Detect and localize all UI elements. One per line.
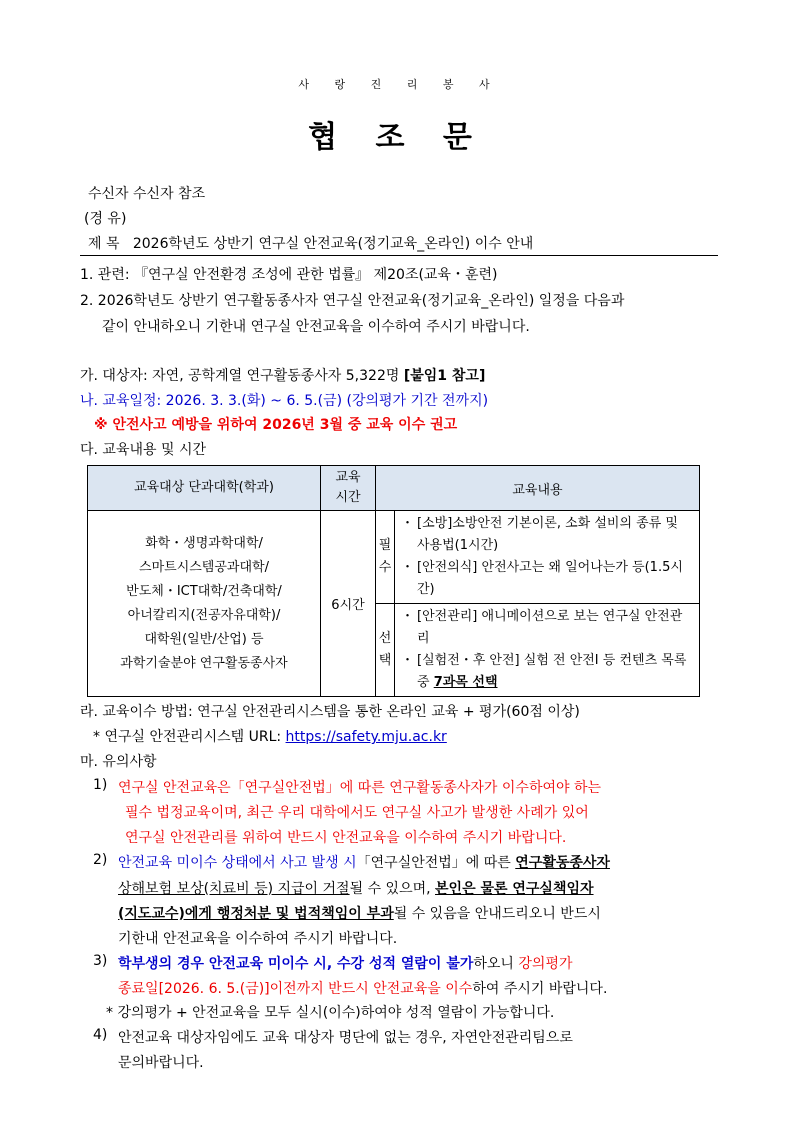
recipient: 수신자 수신자 참조	[88, 186, 206, 202]
note-3-line2: 종료일[2026. 6. 5.(금)]이전까지 반드시 안전교육을 이수하여 주시기 바랍니다.	[118, 981, 608, 997]
attachment-ref: [붙임1 참고]	[403, 368, 486, 384]
note-1-line1: 연구실 안전교육은「연구실안전법」에 따른 연구활동종사자가 이수하여야 하는	[118, 780, 602, 796]
note-3-line1: 학부생의 경우 안전교육 미이수 시, 수강 성적 열람이 불가하오니 강의평가	[118, 956, 573, 972]
note-2-line2: 상해보험 보상(치료비 등) 지급이 거절될 수 있으며, 본인은 물론 연구실책임자	[118, 881, 594, 897]
schedule-recommendation: ※ 안전사고 예방을 위하여 2026년 3월 중 교육 이수 권고	[94, 417, 458, 433]
required-content	[395, 511, 700, 604]
required-label: 필 수	[376, 511, 395, 604]
elective-content	[395, 604, 700, 697]
note-2-line1: 안전교육 미이수 상태에서 사고 발생 시「연구실안전법」에 따른 연구활동종사자	[118, 855, 610, 871]
item-1: 1. 관련: 『연구실 안전환경 조성에 관한 법률』 제20조(교육・훈련)	[80, 267, 498, 283]
item-2-line2: 같이 안내하오니 기한내 연구실 안전교육을 이수하여 주시기 바랍니다.	[102, 319, 530, 335]
elective-label: 선 택	[376, 604, 395, 697]
note-3-number: 3)	[93, 953, 108, 969]
table-row	[88, 511, 700, 604]
note-3-sub: * 강의평가 + 안전교육을 모두 실시(이수)하여야 성적 열람이 가능합니다.	[106, 1005, 555, 1021]
section-da: 다. 교육내용 및 시간	[80, 442, 206, 458]
header-divider	[80, 255, 718, 256]
target-item: 화학・생명과학대학/	[145, 535, 263, 551]
subject: 2026학년도 상반기 연구실 안전교육(정기교육_온라인) 이수 안내	[132, 236, 534, 252]
system-url-line	[93, 726, 447, 746]
target-item: 아너칼리지(전공자유대학)/	[127, 607, 281, 623]
note-4-line2: 문의바랍니다.	[118, 1055, 204, 1071]
target-text: 가. 대상자: 자연, 공학계열 연구활동종사자 5,322명	[80, 368, 400, 384]
target-item: 과학기술분야 연구활동종사자	[120, 655, 288, 671]
note-1-line3: 연구실 안전관리를 위하여 반드시 안전교육을 이수하여 주시기 바랍니다.	[125, 830, 567, 846]
note-2-line4: 기한내 안전교육을 이수하여 주시기 바랍니다.	[118, 931, 398, 947]
note-2-line3: (지도교수)에게 행정처분 및 법적책임이 부과될 수 있음을 안내드리오니 반드시	[118, 906, 601, 922]
subject-label: 제 목	[88, 236, 120, 252]
header-time: 교육 시간	[321, 466, 376, 511]
safety-system-link[interactable]: https://safety.mju.ac.kr	[285, 729, 447, 745]
section-na: 나. 교육일정: 2026. 3. 3.(화) ~ 6. 5.(금) (강의평가 기간 전까지)	[80, 393, 489, 409]
target-item: 스마트시스템공과대학/	[139, 559, 269, 575]
note-4-line1: 안전교육 대상자임에도 교육 대상자 명단에 없는 경우, 자연안전관리팀으로	[118, 1030, 573, 1046]
target-colleges	[88, 511, 321, 697]
header-target: 교육대상 단과대학(학과)	[88, 466, 321, 511]
note-4-number: 4)	[93, 1027, 108, 1043]
education-hours: 6시간	[321, 511, 376, 697]
section-ma: 마. 유의사항	[80, 754, 157, 770]
note-1-line2: 필수 법정교육이며, 최근 우리 대학에서도 연구실 사고가 발생한 사례가 있어	[125, 805, 589, 821]
target-item: 대학원(일반/산업) 등	[144, 631, 264, 647]
list-item: ・ [소방]소방안전 기본이론, 소화 설비의 종류 및 사용법(1시간)	[401, 516, 678, 553]
list-item: ・ [안전의식] 안전사고는 왜 일어나는가 등(1.5시간)	[401, 560, 683, 597]
target-item: 반도체・ICT대학/건축대학/	[126, 583, 282, 599]
note-2-number: 2)	[93, 852, 108, 868]
table-header-row	[88, 466, 700, 511]
note-1-number: 1)	[93, 777, 108, 793]
list-item: ・ [실험전・후 안전] 실험 전 안전Ⅰ 등 컨텐츠 목록 중 7과목 선택	[401, 653, 687, 690]
slogan: 사 랑 진 리 봉 사	[298, 78, 496, 91]
header-content: 교육내용	[376, 466, 700, 511]
document-title: 협 조 문	[308, 120, 486, 155]
section-ga	[80, 365, 485, 385]
section-ra: 라. 교육이수 방법: 연구실 안전관리시스템을 통한 온라인 교육 + 평가(60점 이상)	[80, 704, 580, 720]
list-item: ・ [안전관리] 애니메이션으로 보는 연구실 안전관리	[401, 609, 683, 646]
item-2-line1: 2. 2026학년도 상반기 연구활동종사자 연구실 안전교육(정기교육_온라인) 일정을 다음과	[80, 293, 625, 309]
subject-line	[88, 233, 533, 253]
elective-count: 7과목 선택	[433, 675, 498, 690]
via: (경 유)	[84, 211, 127, 227]
education-table	[87, 465, 700, 697]
url-label: * 연구실 안전관리시스템 URL:	[93, 729, 286, 745]
